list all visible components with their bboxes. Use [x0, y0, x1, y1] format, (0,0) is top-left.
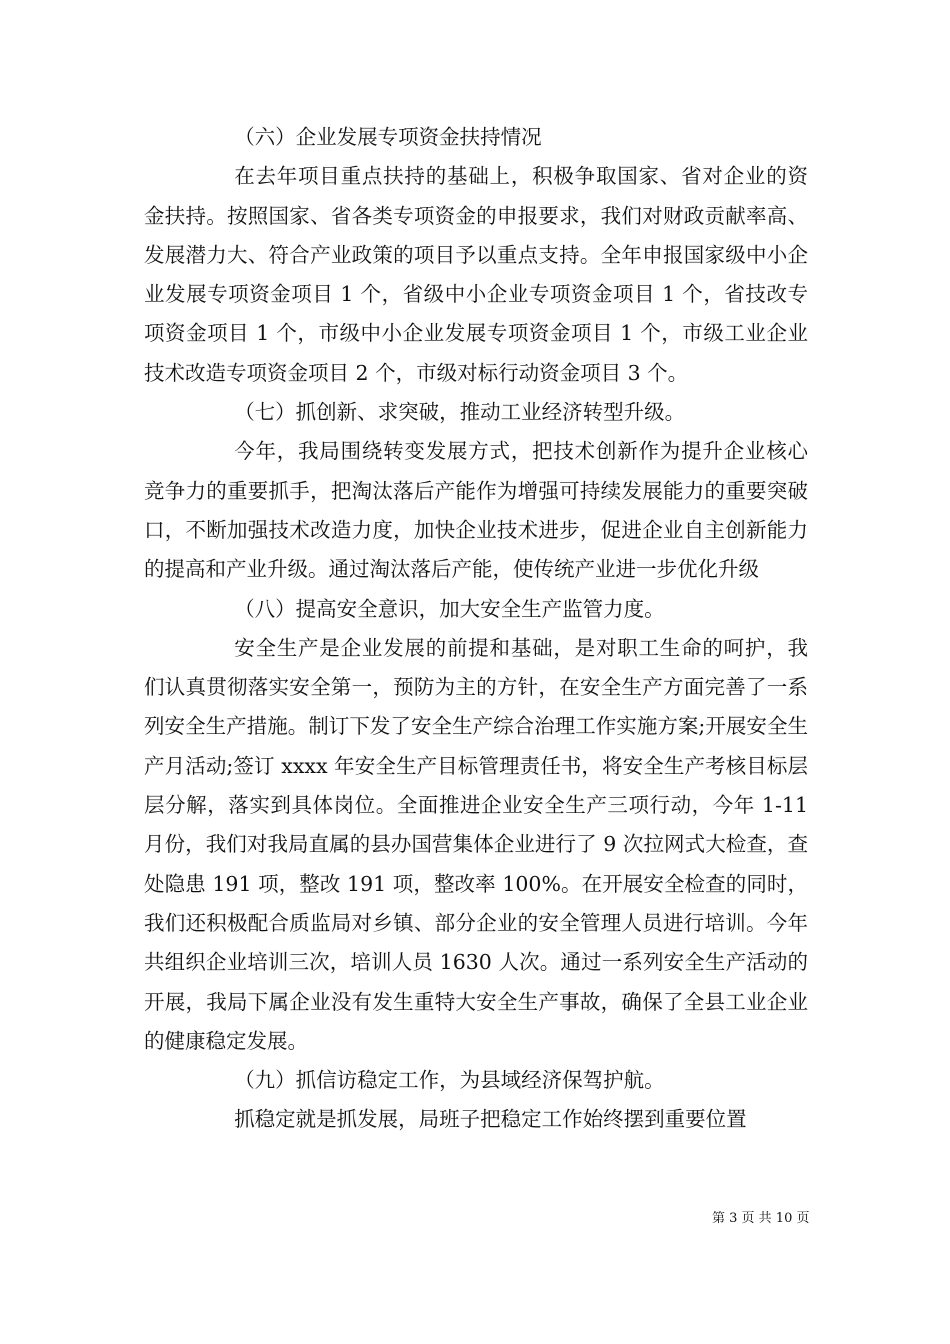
section-heading-6: （六）企业发展专项资金扶持情况 — [234, 125, 542, 149]
page-number-footer: 第 3 页 共 10 页 — [712, 1211, 810, 1226]
paragraph-innovation: 今年，我局围绕转变发展方式，把技术创新作为提升企业核心竞争力的重要抓手，把淘汰落后产能作为增强可持续发展能力的重要突破口，不断加强技术改造力度，加快企业技术进步，促进企业自主创新能力的提高和产业升级。通过淘汰落后产能，使传统产业进一步优化升级 — [144, 439, 808, 582]
document-body — [144, 118, 808, 1140]
section-heading-7: （七）抓创新、求突破，推动工业经济转型升级。 — [234, 400, 686, 425]
section-heading-8: （八）提高安全意识，加大安全生产监管力度。 — [234, 596, 665, 621]
paragraph-safety: 安全生产是企业发展的前提和基础，是对职工生命的呵护，我们认真贯彻落实安全第一，预防为主的方针，在安全生产方面完善了一系列安全生产措施。制订下发了安全生产综合治理工作实施方案;开展安全生产月活动;签订 xxxx 年安全生产目标管理责任书，将安全生产考核目标层层分解，落实到具体岗位。全面推进企业安全生产三项行动，今年 1-11 月份，我们对我局直属的县办国营集体企业进行了 9 次拉网式大检查，查处隐患 191 项，整改 191 项，整改率 100%。在开展安全检查的同时，我们还积极配合质监局对乡镇、部分企业的安全管理人员进行培训。今年共组织企业培训三次，培训人员 1630 人次。通过一系列安全生产活动的开展，我局下属企业没有发生重特大安全生产事故，确保了全县工业企业的健康稳定发展。 — [144, 635, 808, 1053]
section-heading-9: （九）抓信访稳定工作，为县域经济保驾护航。 — [234, 1068, 665, 1093]
paragraph-funding-support: 在去年项目重点扶持的基础上，积极争取国家、省对企业的资金扶持。按照国家、省各类专项资金的申报要求，我们对财政贡献率高、发展潜力大、符合产业政策的项目予以重点支持。全年申报国家级中小企业发展专项资金项目 1 个，省级中小企业专项资金项目 1 个，省技改专项资金项目 1 个，市级中小企业发展专项资金项目 1 个，市级工业企业技术改造专项资金项目 2 个，市级对标行动资金项目 3 个。 — [144, 164, 808, 385]
paragraph-stability: 抓稳定就是抓发展，局班子把稳定工作始终摆到重要位置 — [234, 1107, 747, 1132]
